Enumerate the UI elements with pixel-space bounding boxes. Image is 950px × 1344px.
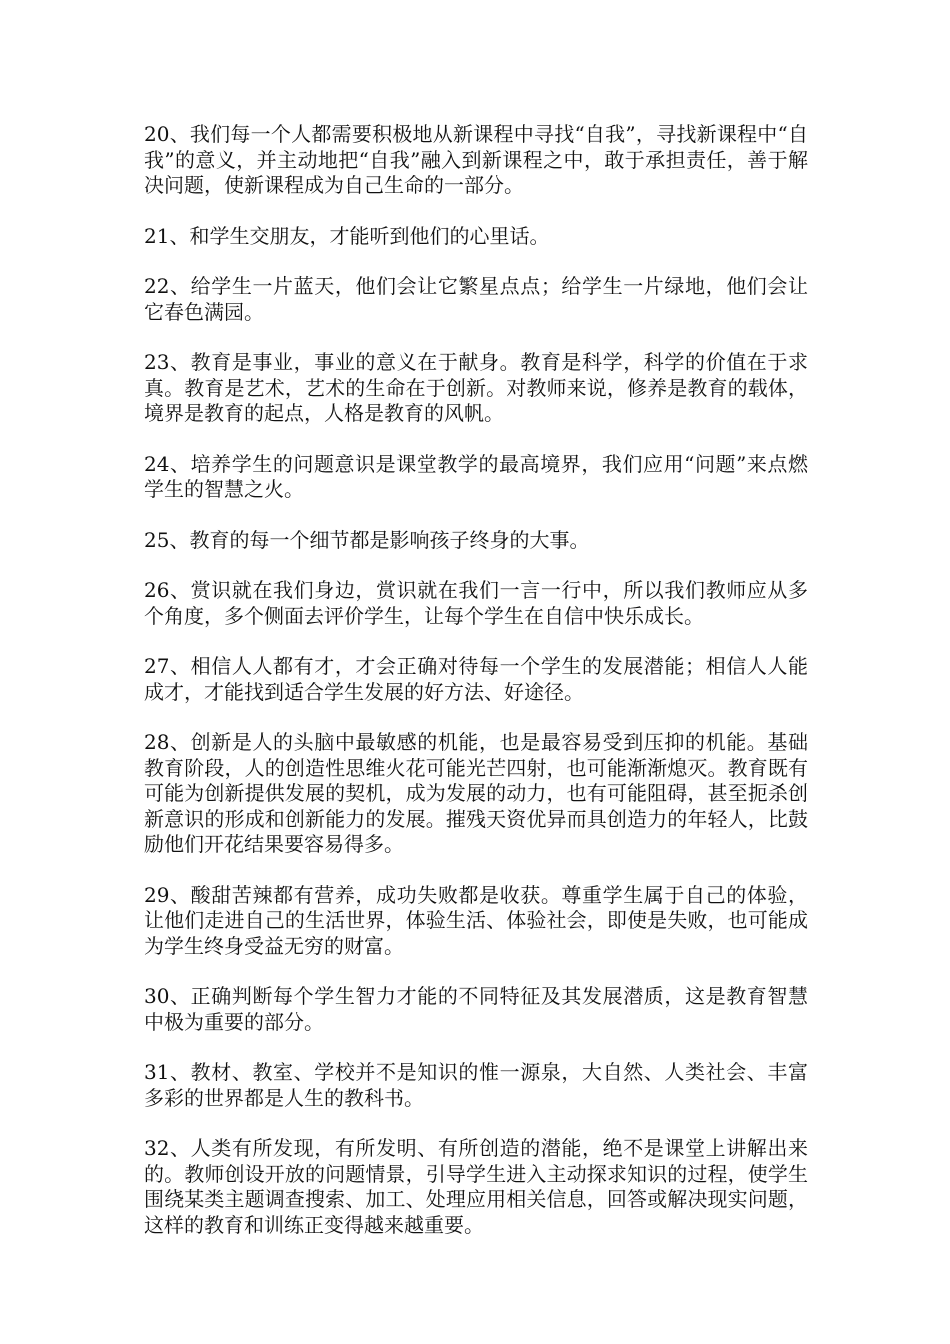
- paragraph-21: 21、和学生交朋友，才能听到他们的心里话。: [144, 223, 550, 248]
- paragraph-30: 30、正确判断每个学生智力才能的不同特征及其发展潜质，这是教育智慧中极为重要的部分。: [144, 984, 808, 1034]
- paragraph-28: 28、创新是人的头脑中最敏感的机能，也是最容易受到压抑的机能。基础教育阶段，人的创造性思维火花可能光芒四射，也可能渐渐熄灭。教育既有可能为创新提供发展的契机，成为发展的动力，也有可能阻碍，甚至扼杀创新意识的形成和创新能力的发展。摧残天资优异而具创造力的年轻人，比鼓励他们开花结果要容易得多。: [144, 730, 808, 856]
- paragraph-26: 26、赏识就在我们身边，赏识就在我们一言一行中，所以我们教师应从多个角度，多个侧面去评价学生，让每个学生在自信中快乐成长。: [144, 578, 808, 628]
- paragraph-29: 29、酸甜苦辣都有营养，成功失败都是收获。尊重学生属于自己的体验，让他们走进自己的生活世界，体验生活、体验社会，即使是失败，也可能成为学生终身受益无穷的财富。: [144, 882, 808, 958]
- paragraph-31: 31、教材、教室、学校并不是知识的惟一源泉，大自然、人类社会、丰富多彩的世界都是人生的教科书。: [144, 1060, 808, 1110]
- paragraph-25: 25、教育的每一个细节都是影响孩子终身的大事。: [144, 527, 590, 552]
- paragraph-22: 22、给学生一片蓝天，他们会让它繁星点点；给学生一片绿地，他们会让它春色满园。: [144, 274, 808, 324]
- paragraph-20: 20、我们每一个人都需要积极地从新课程中寻找“自我”，寻找新课程中“自我”的意义，并主动地把“自我”融入到新课程之中，敢于承担责任，善于解决问题，使新课程成为自己生命的一部分。: [144, 122, 808, 197]
- document-page: [144, 122, 808, 1263]
- paragraph-27: 27、相信人人都有才，才会正确对待每一个学生的发展潜能；相信人人能成才，才能找到适合学生发展的好方法、好途径。: [144, 654, 808, 704]
- paragraph-23: 23、教育是事业，事业的意义在于献身。教育是科学，科学的价值在于求真。教育是艺术，艺术的生命在于创新。对教师来说，修养是教育的载体，境界是教育的起点，人格是教育的风帆。: [144, 350, 808, 425]
- paragraph-32: 32、人类有所发现，有所发明、有所创造的潜能，绝不是课堂上讲解出来的。教师创设开放的问题情景，引导学生进入主动探求知识的过程，使学生围绕某类主题调查搜索、加工、处理应用相关信息，回答或解决现实问题，这样的教育和训练正变得越来越重要。: [144, 1136, 808, 1237]
- paragraph-24: 24、培养学生的问题意识是课堂教学的最高境界，我们应用“问题”来点燃学生的智慧之火。: [144, 451, 808, 501]
